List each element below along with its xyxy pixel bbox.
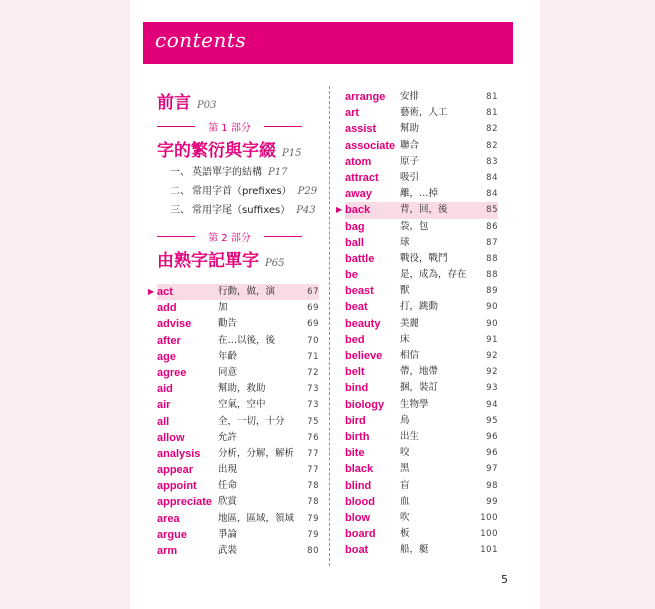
entry-meaning: 藝術，人工 — [400, 107, 448, 119]
entry-word: aid — [157, 383, 173, 396]
entry-word: argue — [157, 528, 187, 541]
intro-heading[interactable] — [157, 88, 216, 113]
entry-word: analysis — [157, 447, 201, 460]
part1-item-2[interactable] — [170, 182, 317, 197]
entry-meaning: 黑 — [400, 463, 410, 475]
entry-word: birth — [345, 430, 370, 443]
entry-word: appoint — [157, 480, 197, 493]
entry-back[interactable] — [336, 202, 498, 218]
entry-meaning: 幫助，救助 — [218, 383, 266, 395]
entry-word: appreciate — [157, 496, 213, 509]
entry-air[interactable] — [157, 397, 319, 413]
part2-title: 由熟字記單字 — [157, 251, 259, 271]
entry-word: ball — [345, 236, 364, 249]
entry-page: 96 — [486, 431, 498, 442]
entry-meaning: 地區，區域，領域 — [218, 512, 295, 524]
entry-meaning: 出現 — [218, 464, 238, 476]
entry-allow[interactable] — [157, 430, 319, 446]
entry-page: 73 — [307, 384, 319, 395]
entry-meaning: 武裝 — [218, 545, 238, 556]
entry-word: beauty — [345, 317, 381, 330]
entry-meaning: 板 — [400, 528, 410, 540]
entry-assist[interactable] — [345, 121, 498, 137]
entry-meaning: 任命 — [218, 480, 238, 492]
entry-word: advise — [157, 318, 192, 331]
entry-beauty[interactable] — [345, 316, 498, 332]
entry-meaning: 袋，包 — [400, 220, 429, 232]
part1-title: 字的繁衍與字綴 — [157, 141, 276, 161]
entry-meaning: 在…以後，後 — [218, 334, 276, 346]
entry-word: be — [345, 269, 358, 282]
entry-meaning: 欣賞 — [218, 496, 238, 508]
intro-label: 前言 — [157, 93, 191, 113]
entry-page: 100 — [480, 512, 498, 523]
entry-birth[interactable] — [345, 429, 498, 445]
entry-meaning: 同意 — [218, 366, 238, 378]
entry-meaning: 生物學 — [400, 398, 429, 410]
part1-item-page: P43 — [296, 205, 316, 216]
entry-meaning: 球 — [400, 236, 410, 248]
part1-item-3[interactable] — [170, 201, 316, 216]
entry-word: add — [157, 302, 177, 315]
current-entry-arrow-icon: ▶ — [148, 287, 155, 296]
part2-heading[interactable] — [157, 246, 284, 271]
entry-meaning: 床 — [400, 333, 410, 345]
entry-word: blood — [345, 495, 375, 508]
entry-page: 90 — [486, 318, 498, 329]
entry-page: 71 — [307, 351, 319, 362]
entry-bite[interactable] — [345, 445, 498, 461]
entry-word: bed — [345, 333, 365, 346]
entry-bag[interactable] — [345, 219, 498, 235]
entry-board[interactable] — [345, 526, 498, 542]
entry-page: 91 — [486, 334, 498, 345]
entry-meaning: 加 — [218, 302, 228, 314]
entry-agree[interactable] — [157, 365, 319, 381]
entry-bed[interactable] — [345, 332, 498, 348]
entry-page: 80 — [307, 546, 319, 556]
entry-advise[interactable] — [157, 316, 319, 332]
entry-blow[interactable] — [345, 510, 498, 526]
entry-aid[interactable] — [157, 381, 319, 397]
entry-battle[interactable] — [345, 251, 498, 267]
entry-be[interactable] — [345, 267, 498, 283]
entry-page: 97 — [486, 464, 498, 475]
entry-appear[interactable] — [157, 462, 319, 478]
right-word-list — [336, 89, 498, 558]
entry-word: area — [157, 512, 180, 525]
entry-meaning: 打，跳動 — [400, 301, 439, 313]
entry-page: 83 — [486, 156, 498, 167]
entry-page: 69 — [307, 319, 319, 330]
entry-page: 78 — [307, 497, 319, 508]
entry-meaning: 是，成為，存在 — [400, 269, 467, 281]
entry-word: blind — [345, 479, 372, 492]
entry-meaning: 行動，做，演 — [218, 286, 276, 297]
entry-word: atom — [345, 155, 372, 168]
entry-meaning: 獸 — [400, 285, 410, 297]
entry-page: 79 — [307, 513, 319, 524]
entry-word: art — [345, 107, 360, 120]
entry-page: 81 — [486, 92, 498, 102]
entry-area[interactable] — [157, 511, 319, 527]
entry-atom[interactable] — [345, 154, 498, 170]
part1-item-label: 常用字首（prefixes） — [192, 186, 292, 197]
entry-add[interactable] — [157, 300, 319, 316]
entry-page: 100 — [480, 529, 498, 540]
entry-page: 73 — [307, 400, 319, 411]
entry-boat[interactable] — [345, 542, 498, 558]
entry-meaning: 背，回，後 — [400, 204, 448, 216]
part1-heading[interactable] — [157, 136, 301, 161]
entry-word: attract — [345, 171, 379, 184]
entry-page: 88 — [486, 253, 498, 264]
entry-believe[interactable] — [345, 348, 498, 364]
entry-word: associate — [345, 139, 396, 152]
entry-meaning: 相信 — [400, 350, 420, 361]
entry-analysis[interactable] — [157, 446, 319, 462]
entry-meaning: 聯合 — [400, 139, 420, 151]
entry-beast[interactable] — [345, 283, 498, 299]
part1-item-page: P29 — [297, 186, 318, 197]
entry-page: 87 — [486, 237, 498, 248]
part2-page: P65 — [265, 258, 285, 269]
part1-label: 第 1 部分 — [157, 119, 302, 133]
entry-appreciate[interactable] — [157, 494, 319, 510]
entry-meaning: 船，艇 — [400, 544, 429, 556]
part1-item-page: P17 — [268, 167, 288, 178]
entry-page: 93 — [486, 383, 498, 394]
entry-meaning: 出生 — [400, 430, 420, 442]
entry-word: black — [345, 463, 374, 476]
part1-item-1[interactable] — [170, 163, 287, 178]
entry-meaning: 戰役，戰鬥 — [400, 252, 448, 264]
entry-page: 96 — [486, 448, 498, 459]
entry-word: bag — [345, 220, 365, 233]
entry-act[interactable] — [148, 284, 319, 300]
entry-meaning: 幫助 — [400, 123, 420, 135]
part1-item-num: 三、 — [170, 205, 190, 216]
contents-header — [143, 22, 513, 64]
entry-page: 89 — [486, 286, 498, 297]
entry-meaning: 捆，裝訂 — [400, 382, 439, 394]
entry-page: 101 — [480, 545, 498, 556]
entry-page: 82 — [486, 140, 498, 151]
entry-page: 90 — [486, 302, 498, 313]
entry-arm[interactable] — [157, 543, 319, 559]
entry-page: 70 — [307, 335, 319, 346]
entry-word: appear — [157, 464, 194, 477]
entry-age[interactable] — [157, 349, 319, 365]
entry-word: arm — [157, 545, 178, 557]
entry-word: arrange — [345, 91, 386, 103]
entry-argue[interactable] — [157, 527, 319, 543]
entry-meaning: 鳥 — [400, 414, 410, 426]
part1-page: P15 — [282, 148, 302, 159]
entry-meaning: 帶，地帶 — [400, 366, 439, 378]
entry-word: act — [157, 286, 173, 298]
entry-word: boat — [345, 544, 369, 557]
entry-word: back — [345, 204, 371, 217]
entry-page: 81 — [486, 108, 498, 119]
entry-page: 85 — [486, 205, 498, 216]
entry-word: blow — [345, 511, 371, 524]
entry-beat[interactable] — [345, 299, 498, 315]
entry-page: 69 — [307, 303, 319, 314]
part1-item-num: 一、 — [170, 167, 190, 178]
part1-item-label: 常用字尾（suffixes） — [192, 205, 291, 216]
entry-page: 84 — [486, 172, 498, 183]
entry-word: agree — [157, 366, 187, 379]
entry-word: board — [345, 528, 376, 541]
entry-blood[interactable] — [345, 494, 498, 510]
entry-meaning: 吸引 — [400, 171, 420, 183]
entry-word: all — [157, 415, 170, 428]
entry-meaning: 全，一切，十分 — [218, 415, 285, 427]
entry-word: bird — [345, 414, 366, 427]
entry-page: 82 — [486, 124, 498, 135]
column-divider — [329, 86, 330, 566]
entry-away[interactable] — [345, 186, 498, 202]
entry-page: 77 — [307, 448, 319, 459]
entry-page: 98 — [486, 480, 498, 491]
entry-belt[interactable] — [345, 364, 498, 380]
entry-word: bind — [345, 382, 369, 395]
entry-meaning: 血 — [400, 495, 410, 507]
entry-page: 67 — [307, 287, 319, 297]
entry-page: 79 — [307, 529, 319, 540]
entry-page: 88 — [486, 270, 498, 281]
entry-page: 86 — [486, 221, 498, 232]
entry-word: believe — [345, 350, 383, 362]
entry-blind[interactable] — [345, 478, 498, 494]
entry-biology[interactable] — [345, 397, 498, 413]
entry-page: 92 — [486, 351, 498, 361]
entry-word: allow — [157, 431, 185, 444]
left-margin-band — [0, 0, 130, 609]
entry-word: bite — [345, 447, 365, 460]
entry-meaning: 允許 — [218, 431, 238, 443]
entry-page: 75 — [307, 416, 319, 427]
entry-meaning: 爭論 — [218, 528, 238, 540]
entry-page: 92 — [486, 367, 498, 378]
part1-item-label: 英語單字的結構 — [192, 167, 262, 178]
entry-meaning: 分析，分解，解析 — [218, 447, 295, 459]
entry-meaning: 勸告 — [218, 318, 238, 330]
page-number: 5 — [501, 573, 508, 586]
entry-meaning: 空氣，空中 — [218, 399, 266, 411]
entry-page: 78 — [307, 481, 319, 492]
entry-word: air — [157, 399, 171, 412]
part1-item-num: 二、 — [170, 186, 190, 197]
entry-meaning: 原子 — [400, 155, 420, 167]
entry-word: assist — [345, 123, 377, 136]
entry-after[interactable] — [157, 333, 319, 349]
entry-word: away — [345, 188, 372, 201]
entry-page: 76 — [307, 432, 319, 443]
entry-word: belt — [345, 366, 365, 379]
entry-black[interactable] — [345, 461, 498, 477]
entry-word: biology — [345, 398, 385, 411]
right-margin-band — [540, 0, 655, 609]
entry-meaning: 吹 — [400, 511, 410, 523]
entry-associate[interactable] — [345, 138, 498, 154]
entry-appoint[interactable] — [157, 478, 319, 494]
entry-attract[interactable] — [345, 170, 498, 186]
entry-meaning: 盲 — [400, 479, 410, 491]
entry-page: 77 — [307, 465, 319, 476]
entry-word: age — [157, 350, 176, 363]
entry-page: 95 — [486, 415, 498, 426]
entry-all[interactable] — [157, 414, 319, 430]
entry-word: battle — [345, 252, 375, 265]
entry-page: 84 — [486, 189, 498, 200]
left-word-list — [148, 284, 319, 559]
entry-word: beat — [345, 301, 368, 314]
entry-page: 72 — [307, 367, 319, 378]
entry-meaning: 離，…掉 — [400, 188, 439, 200]
entry-meaning: 安排 — [400, 91, 420, 102]
entry-ball[interactable] — [345, 235, 498, 251]
entry-meaning: 年齡 — [218, 350, 238, 362]
contents-title: contents — [155, 28, 247, 52]
entry-word: beast — [345, 285, 374, 298]
entry-arrange[interactable] — [345, 89, 498, 105]
entry-page: 99 — [486, 496, 498, 507]
entry-art[interactable] — [345, 105, 498, 121]
entry-meaning: 咬 — [400, 447, 410, 459]
intro-page: P03 — [197, 100, 217, 111]
part2-label: 第 2 部分 — [157, 229, 302, 243]
entry-bind[interactable] — [345, 380, 498, 396]
entry-meaning: 美麗 — [400, 317, 420, 329]
entry-word: after — [157, 334, 181, 347]
current-entry-arrow-icon: ▶ — [336, 205, 343, 215]
entry-bird[interactable] — [345, 413, 498, 429]
entry-page: 94 — [486, 399, 498, 410]
